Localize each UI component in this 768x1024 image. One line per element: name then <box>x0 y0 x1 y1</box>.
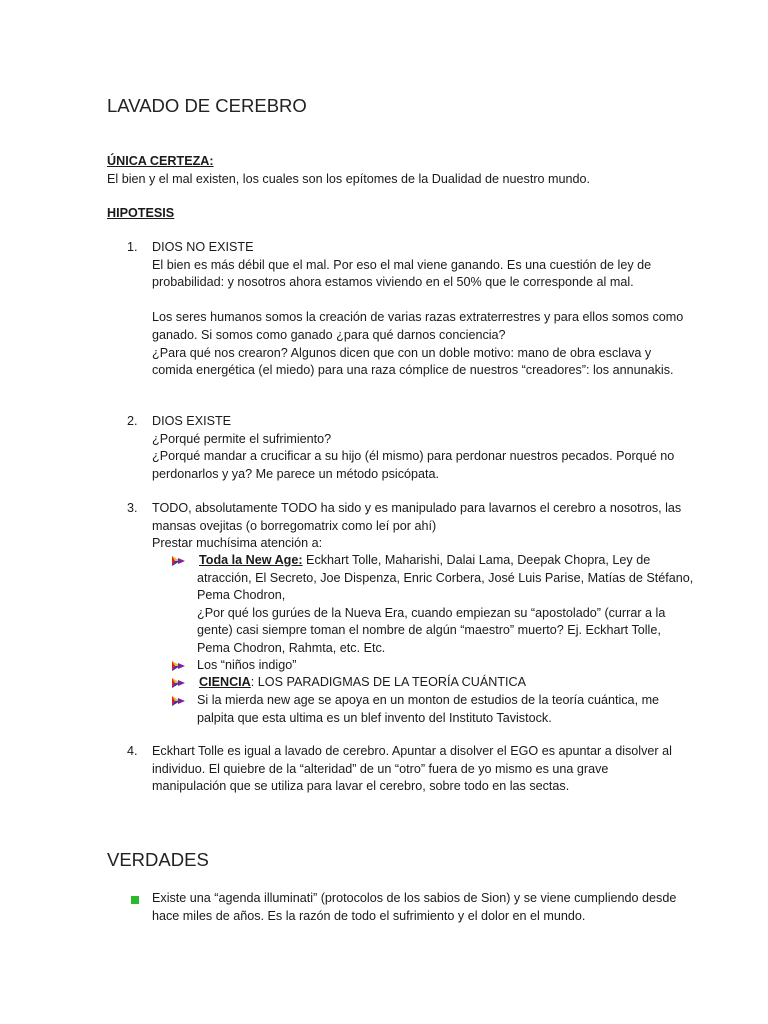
arrow-bullet-icon <box>172 695 186 707</box>
sub-line: gente) casi siempre toman el nombre de algún “maestro” muerto? Ej. Eckhart Tolle, <box>197 623 661 638</box>
item-line: DIOS EXISTE <box>152 414 232 428</box>
ciencia-label: CIENCIA <box>199 675 251 689</box>
item-line: TODO, absolutamente TODO ha sido y es manipulado para lavarnos el cerebro a nosotros, las <box>152 501 682 515</box>
certeza-block <box>107 153 707 188</box>
item-line: DIOS NO EXISTE <box>152 240 254 254</box>
sub-line: Si la mierda new age se apoya en un monton de estudios de la teoría cuántica, me <box>197 693 660 707</box>
new-age-label: Toda la New Age: <box>199 553 303 567</box>
green-square-bullet-icon <box>131 896 139 904</box>
certeza-text: El bien y el mal existen, los cuales son los epítomes de la Dualidad de nuestro mundo. <box>107 171 591 186</box>
sub-line: Pema Chodron, Rahmta, etc. Etc. <box>197 640 386 655</box>
verdad-line: hace miles de años. Es la razón de todo el sufrimiento y el dolor en el mundo. <box>152 908 586 923</box>
sub-line: Pema Chodron, <box>197 588 286 603</box>
item-line: probabilidad: y nosotros ahora estamos viviendo en el 50% que le corresponde al mal. <box>152 275 634 290</box>
item-number: 1. <box>127 240 138 254</box>
verdad-line: Existe una “agenda illuminati” (protocolos de los sabios de Sion) y se viene cumpliendo desde <box>152 891 677 905</box>
sub-line: palpita que esta ultima es un blef invento del Instituto Tavistock. <box>197 710 552 725</box>
sub-line: Los “niños indigo” <box>197 658 297 672</box>
item-line: Prestar muchísima atención a: <box>152 536 323 551</box>
item-line: manipulación que se utiliza para lavar el cerebro, sobre todo en las sectas. <box>152 779 570 794</box>
sub-line: ¿Por qué los gurúes de la Nueva Era, cuando empiezan su “apostolado” (currar a la <box>197 605 666 620</box>
item-number: 2. <box>127 414 138 428</box>
item-number: 3. <box>127 501 138 515</box>
item-line: Los seres humanos somos la creación de varias razas extraterrestres y para ellos somos como <box>152 310 684 325</box>
item-line: ¿Porqué permite el sufrimiento? <box>152 431 332 446</box>
document-title: LAVADO DE CEREBRO <box>107 95 307 116</box>
arrow-bullet-icon <box>172 677 186 689</box>
verdades-title: VERDADES <box>107 849 209 870</box>
ciencia-rest: : LOS PARADIGMAS DE LA TEORÍA CUÁNTICA <box>250 675 527 689</box>
sub-line: atracción, El Secreto, Joe Dispenza, Enric Corbera, José Luis Parise, Matías de Stéfano, <box>197 570 694 585</box>
item-line: El bien es más débil que el mal. Por eso el mal viene ganando. Es una cuestión de ley de <box>152 257 652 272</box>
certeza-label: ÚNICA CERTEZA: <box>107 154 214 168</box>
item-line: mansas ovejitas (o borregomatrix como leí por ahí) <box>152 518 437 533</box>
item-line: individuo. El quiebre de la “alteridad” de un “otro” fuera de yo mismo es una grave <box>152 761 609 776</box>
hipotesis-label: HIPOTESIS <box>107 206 175 220</box>
item-line: ¿Porqué mandar a crucificar a su hijo (él mismo) para perdonar nuestros pecados. Porqué no <box>152 449 675 464</box>
item-line: Eckhart Tolle es igual a lavado de cerebro. Apuntar a disolver el EGO es apuntar a disolver al <box>152 744 672 758</box>
item-line: ganado. Si somos como ganado ¿para qué darnos conciencia? <box>152 327 506 342</box>
arrow-bullet-icon <box>172 660 186 672</box>
item-line: perdonarlos y ya? Me parece un método psicópata. <box>152 466 440 481</box>
item-line: comida energética (el miedo) para una raza cómplice de nuestros “creadores”: los annunakis. <box>152 363 674 378</box>
arrow-bullet-icon <box>172 555 186 567</box>
new-age-names: Eckhart Tolle, Maharishi, Dalai Lama, Deepak Chopra, Ley de <box>302 553 651 567</box>
item-line: ¿Para qué nos crearon? Algunos dicen que con un doble motivo: mano de obra esclava y <box>152 345 652 360</box>
item-number: 4. <box>127 744 138 758</box>
